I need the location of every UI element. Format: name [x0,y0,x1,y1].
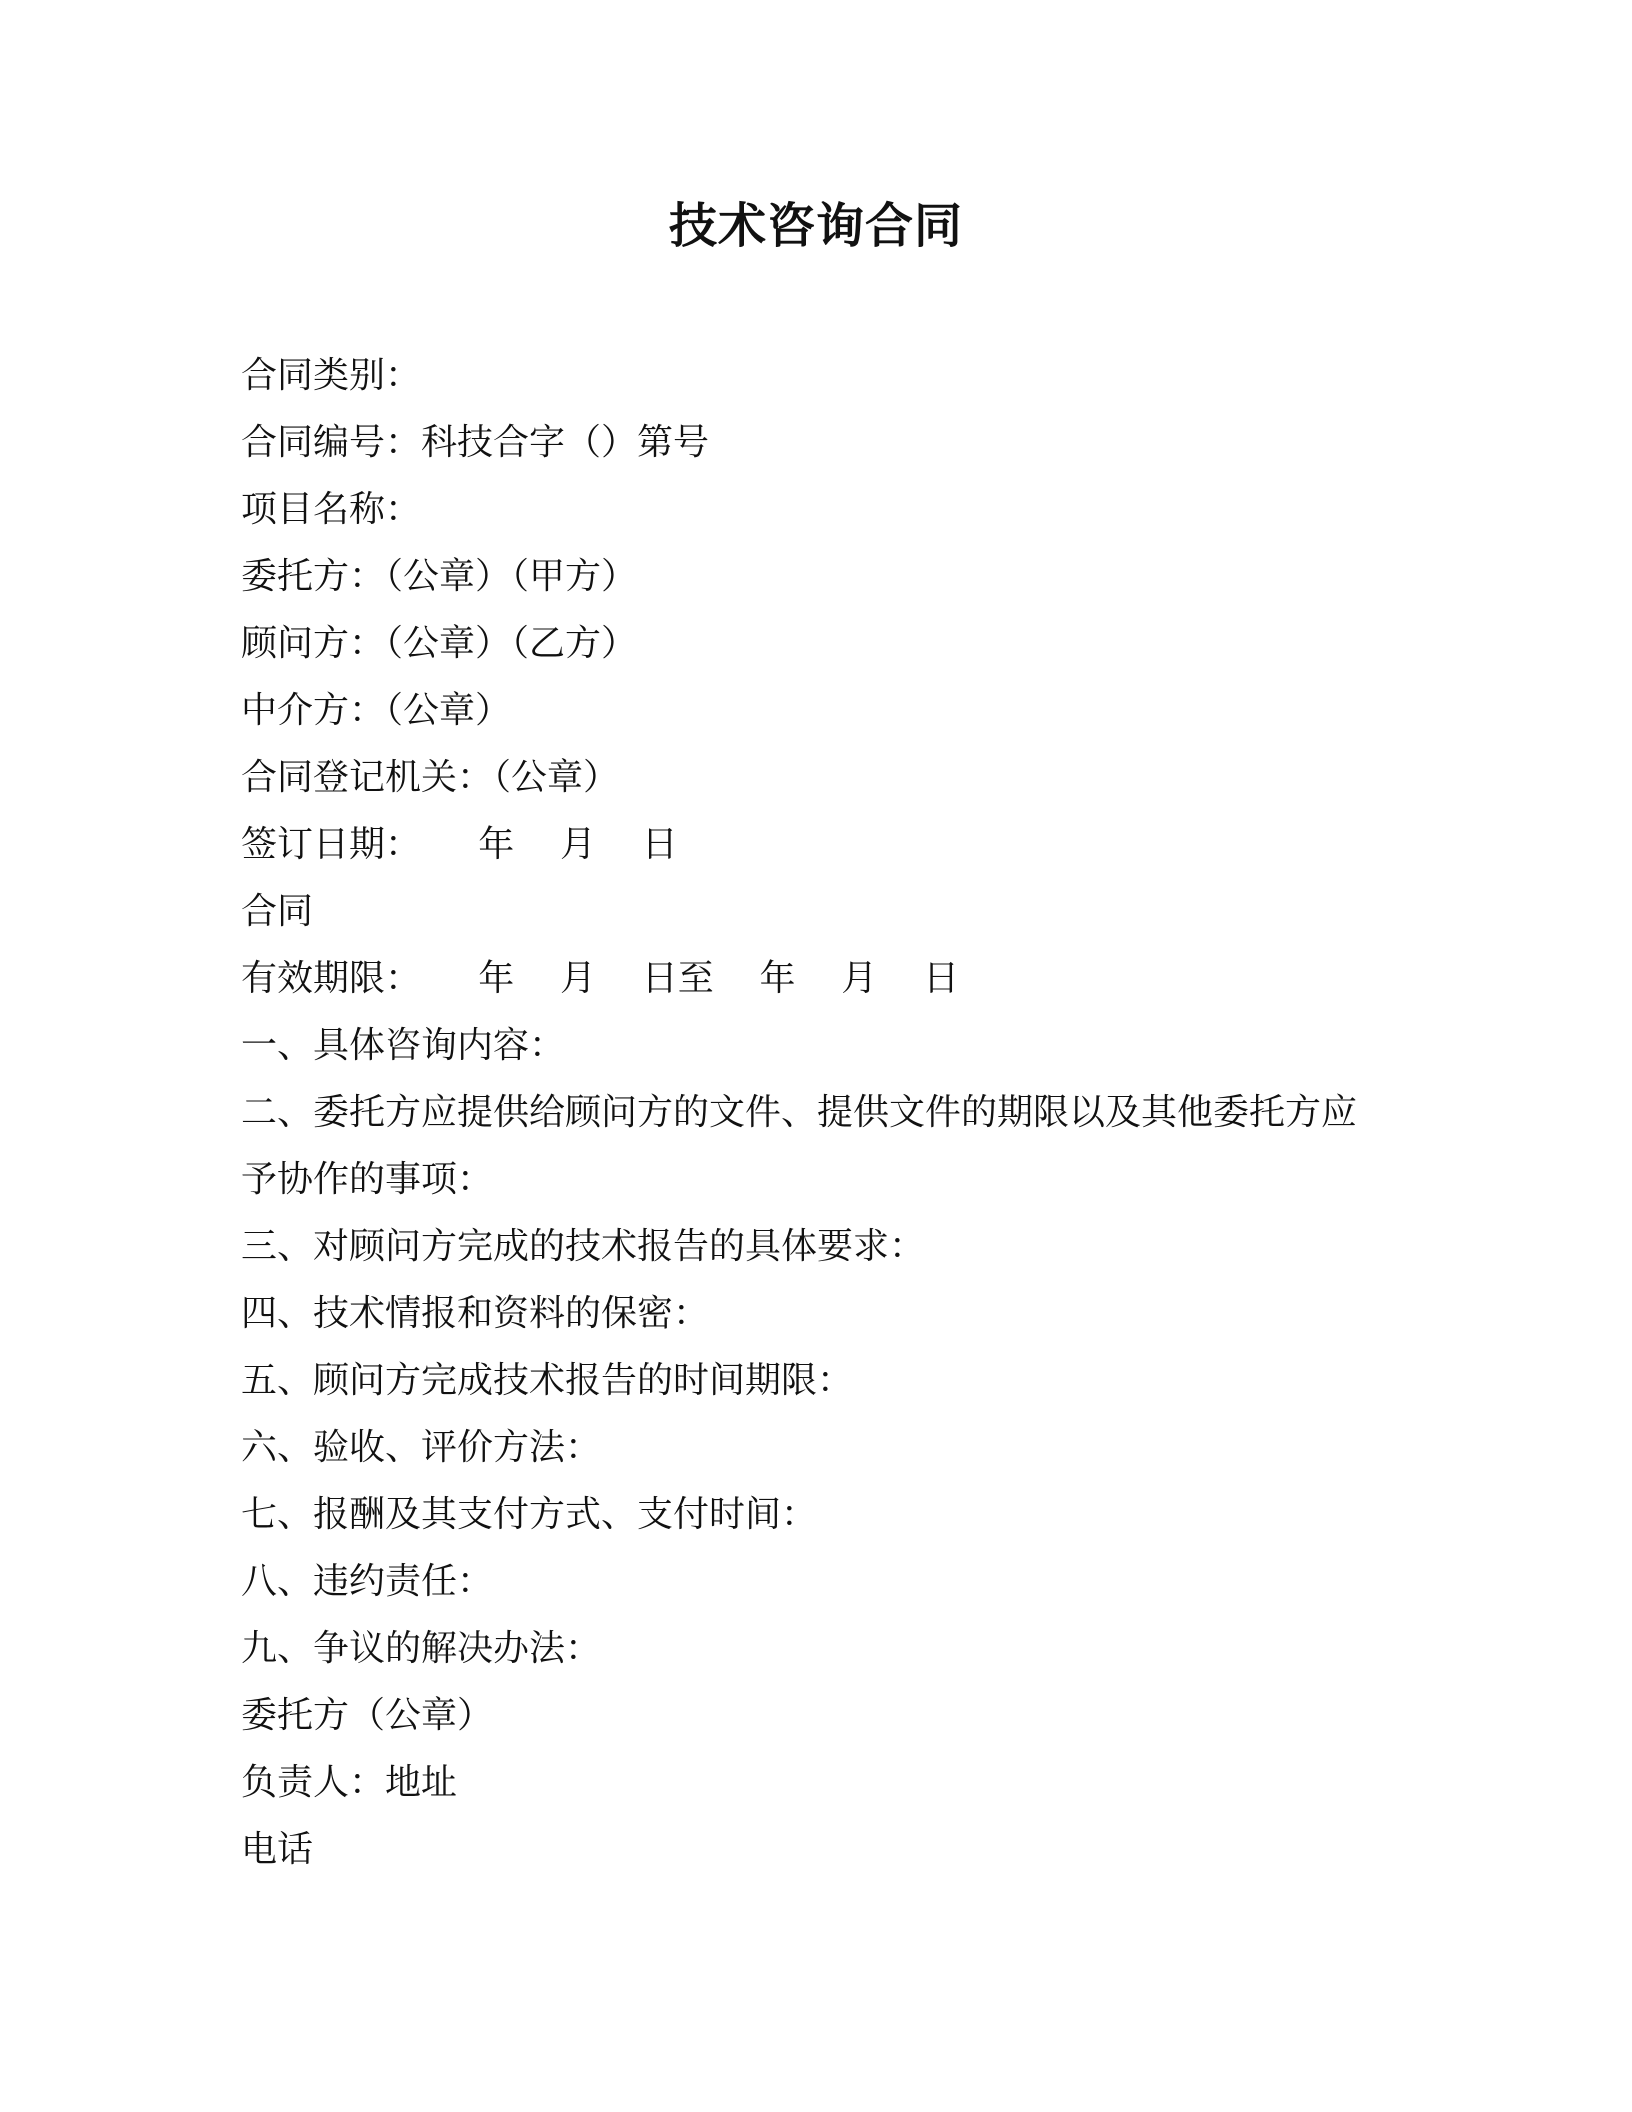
contract-category-line: 合同类别： [241,355,422,396]
contract-label-line: 合同 [241,891,314,932]
clause-3-line: 三、对顾问方完成的技术报告的具体要求： [241,1226,926,1267]
clause-2-continued-line: 予协作的事项： [241,1159,494,1200]
contract-number-line: 合同编号：科技合字（）第号 [241,422,710,463]
clause-6-line: 六、验收、评价方法： [241,1427,602,1468]
document-body [241,342,1491,1883]
clause-8-line: 八、违约责任： [241,1561,494,1602]
client-seal-line: 委托方（公章） [241,1695,494,1736]
clause-9-line: 九、争议的解决办法： [241,1628,602,1669]
clause-1-line: 一、具体咨询内容： [241,1025,566,1066]
consultant-party-line: 顾问方：（公章）（乙方） [241,623,638,664]
responsible-person-address-line: 负责人：地址 [241,1762,458,1803]
signing-date-line: 签订日期： 年 月 日 [241,824,678,865]
project-name-line: 项目名称： [241,489,422,530]
document-title: 技术咨询合同 [668,198,963,254]
phone-line: 电话 [241,1829,314,1870]
client-party-line: 委托方：（公章）（甲方） [241,556,638,597]
intermediary-party-line: 中介方：（公章） [241,690,512,731]
clause-5-line: 五、顾问方完成技术报告的时间期限： [241,1360,854,1401]
registration-authority-line: 合同登记机关：（公章） [241,757,620,798]
clause-2-line: 二、委托方应提供给顾问方的文件、提供文件的期限以及其他委托方应 [241,1092,1358,1133]
clause-4-line: 四、技术情报和资料的保密： [241,1293,710,1334]
clause-7-line: 七、报酬及其支付方式、支付时间： [241,1494,818,1535]
validity-period-line: 有效期限： 年 月 日至 年 月 日 [241,958,960,999]
